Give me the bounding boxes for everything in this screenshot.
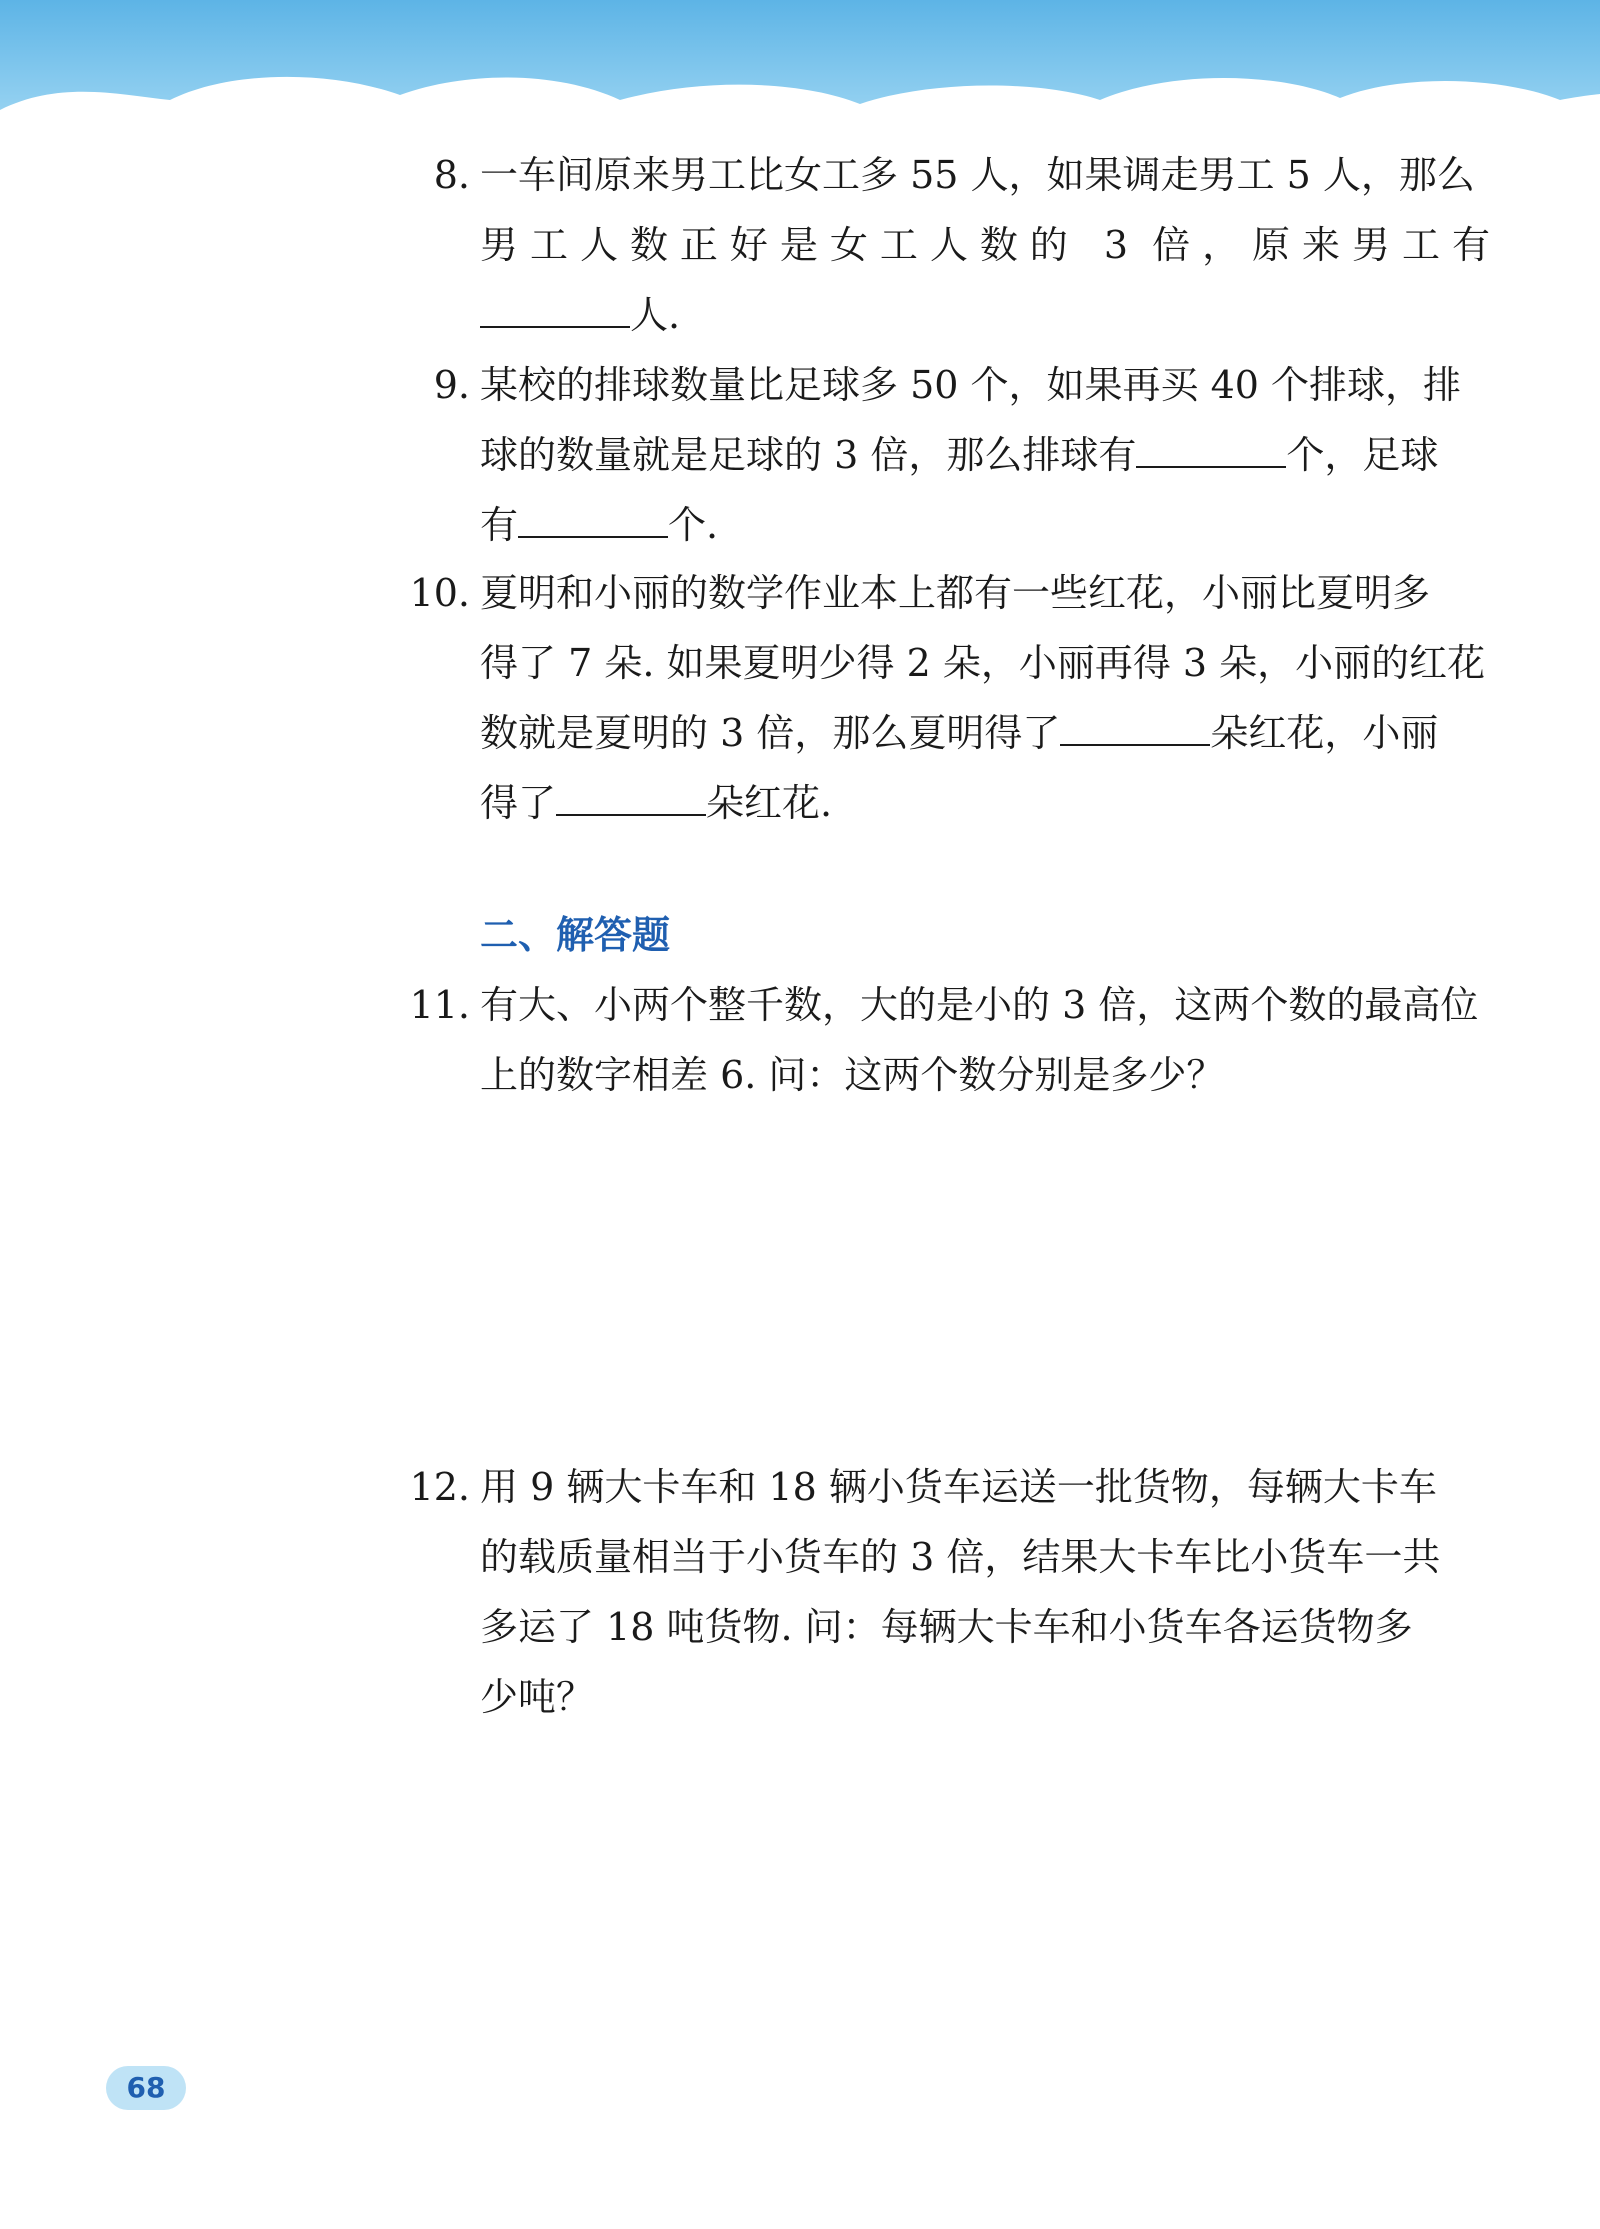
page-number-badge: 68 <box>106 2066 186 2110</box>
problem-text-line <box>480 768 1490 838</box>
problem-text-line: 得了 7 朵. 如果夏明少得 2 朵，小丽再得 3 朵，小丽的红花 <box>480 641 1486 685</box>
answer-blank[interactable] <box>1060 714 1210 746</box>
problem-8 <box>433 140 1490 350</box>
answer-blank[interactable] <box>1136 436 1286 468</box>
problem-number: 10. <box>409 571 470 615</box>
problem-text-line <box>480 490 1490 560</box>
problem-text-fragment: 得了 <box>480 781 557 825</box>
problem-text-line: 夏明和小丽的数学作业本上都有一些红花，小丽比夏明多 <box>480 571 1431 615</box>
problem-text-fragment: 个. <box>668 503 719 547</box>
header-sky-decoration <box>0 0 1600 150</box>
problem-text-fragment: 有 <box>480 503 519 547</box>
problem-text-line: 一车间原来男工比女工多 55 人，如果调走男工 5 人，那么 <box>480 153 1475 197</box>
problem-number: 11. <box>409 983 470 1027</box>
problem-text-line: 多运了 18 吨货物. 问：每辆大卡车和小货车各运货物多 <box>480 1605 1413 1649</box>
answer-blank[interactable] <box>480 296 630 328</box>
problem-text-fragment: 朵红花. <box>706 781 833 825</box>
problem-text-line <box>480 420 1490 490</box>
problem-10 <box>409 558 1490 838</box>
problem-text-fragment: 朵红花，小丽 <box>1210 711 1439 755</box>
problem-number: 12. <box>409 1465 470 1509</box>
problem-text-fragment: 数就是夏明的 3 倍，那么夏明得了 <box>480 711 1061 755</box>
problem-number: 9. <box>433 363 470 407</box>
problem-text-fragment: 球的数量就是足球的 3 倍，那么排球有 <box>480 433 1137 477</box>
section-heading: 二、解答题 <box>480 913 671 957</box>
sky-clouds-illustration <box>0 0 1600 150</box>
problem-number: 8. <box>433 153 470 197</box>
problem-text-line: 上的数字相差 6. 问：这两个数分别是多少？ <box>480 1053 1225 1097</box>
problem-12 <box>409 1452 1490 1732</box>
problem-11 <box>409 970 1490 1110</box>
problem-text-line <box>480 280 1490 350</box>
problem-text-line: 少吨？ <box>480 1675 595 1719</box>
problem-text-line: 用 9 辆大卡车和 18 辆小货车运送一批货物，每辆大卡车 <box>480 1465 1437 1509</box>
problem-text-line: 某校的排球数量比足球多 50 个，如果再买 40 个排球，排 <box>480 363 1462 407</box>
problem-text-line: 男工人数正好是女工人数的 3 倍，原来男工有 <box>480 223 1490 267</box>
problem-text-line <box>480 698 1490 768</box>
problem-text-fragment: 个，足球 <box>1286 433 1439 477</box>
problem-text-line: 的载质量相当于小货车的 3 倍，结果大卡车比小货车一共 <box>480 1535 1441 1579</box>
problem-text-fragment: 人. <box>630 293 681 337</box>
answer-blank[interactable] <box>518 506 668 538</box>
answer-blank[interactable] <box>556 784 706 816</box>
problem-9 <box>433 350 1490 560</box>
problem-text-line: 有大、小两个整千数，大的是小的 3 倍，这两个数的最高位 <box>480 983 1479 1027</box>
